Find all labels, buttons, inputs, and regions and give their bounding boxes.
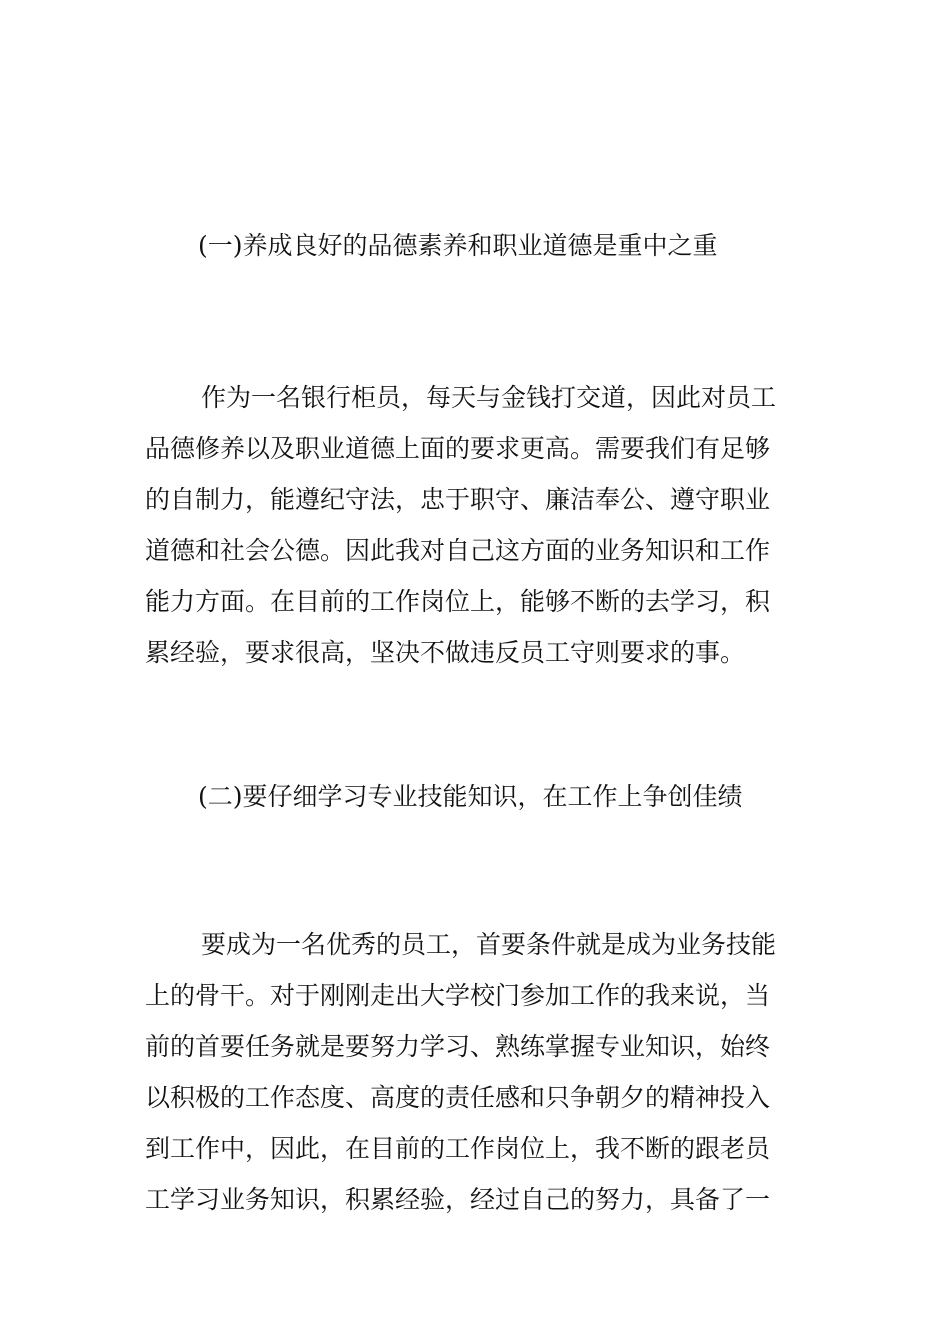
section-heading-1: (一)养成良好的品德素养和职业道德是重中之重 — [198, 231, 718, 260]
paragraph-line: 道德和社会公德。因此我对自己这方面的业务知识和工作 — [145, 536, 771, 565]
paragraph-line: 到工作中，因此，在目前的工作岗位上，我不断的跟老员 — [145, 1134, 771, 1163]
paragraph-line: 以积极的工作态度、高度的责任感和只争朝夕的精神投入 — [145, 1083, 771, 1112]
paragraph-2 — [145, 919, 815, 1225]
paragraph-line: 作为一名银行柜员，每天与金钱打交道，因此对员工 — [201, 383, 777, 412]
paragraph-line: 的自制力，能遵纪守法，忠于职守、廉洁奉公、遵守职业 — [145, 485, 771, 514]
paragraph-1 — [145, 372, 815, 678]
paragraph-line: 前的首要任务就是要努力学习、熟练掌握专业知识，始终 — [145, 1032, 771, 1061]
paragraph-line: 上的骨干。对于刚刚走出大学校门参加工作的我来说，当 — [145, 981, 771, 1010]
paragraph-line: 工学习业务知识，积累经验，经过自己的努力，具备了一 — [145, 1185, 771, 1214]
paragraph-line: 品德修养以及职业道德上面的要求更高。需要我们有足够 — [145, 434, 771, 463]
paragraph-line: 要成为一名优秀的员工，首要条件就是成为业务技能 — [201, 930, 777, 959]
paragraph-line: 累经验，要求很高，坚决不做违反员工守则要求的事。 — [145, 638, 746, 667]
section-heading-2: (二)要仔细学习专业技能知识，在工作上争创佳绩 — [198, 782, 743, 811]
paragraph-line: 能力方面。在目前的工作岗位上，能够不断的去学习，积 — [145, 587, 771, 616]
